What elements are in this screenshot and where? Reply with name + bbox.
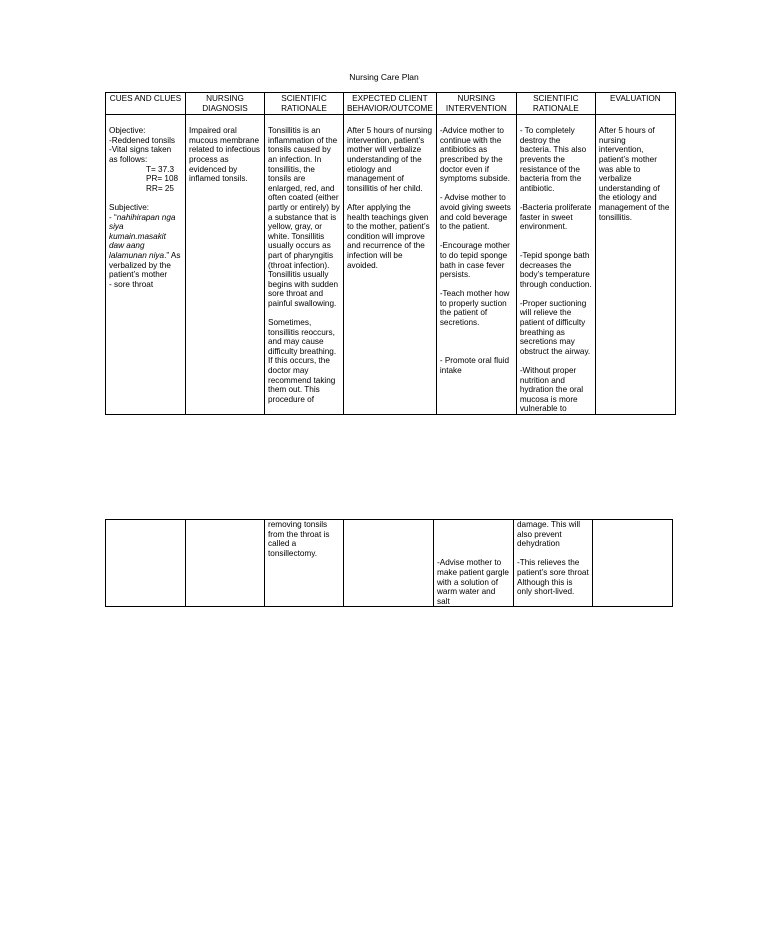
sore-throat-cue: - sore throat bbox=[109, 279, 154, 289]
rationale-para-continued: removing tonsils from the throat is called a tonsillectomy. bbox=[268, 520, 330, 558]
subjective-label: Subjective: bbox=[109, 202, 150, 212]
rationale2-item: -Without proper nutrition and hydration the oral mucosa is more vulnerable to bbox=[519, 366, 584, 414]
rationale2-item: -Proper suctioning will relieve the patient of difficulty breathing as secretions may obstruct the airway. bbox=[519, 298, 591, 356]
header-rationale-2: SCIENTIFIC RATIONALE bbox=[516, 93, 595, 115]
rationale-para: Tonsillitis is an inflammation of the tonsils caused by an infection. In tonsillitis, the tonsils are enlarged, red, and often coated (either partly or entirely) by a substance that is yellow, gray, or white. Tonsillitis usually occurs as part of pharyngitis (throat infection). Tonsillitis usually begins with sudden sore throat and painful swallowing. bbox=[268, 126, 340, 308]
diagnosis-cell-continued bbox=[186, 520, 265, 607]
intervention-item: -Advice mother to continue with the antibiotics as prescribed by the doctor even if symptoms subside. bbox=[439, 126, 510, 184]
intervention-item: -Teach mother how to properly suction the patient of secretions. bbox=[439, 289, 510, 328]
header-outcome: EXPECTED CLIENT BEHAVIOR/OUTCOME bbox=[344, 93, 437, 115]
objective-line: -Vital signs taken as follows: bbox=[109, 145, 172, 164]
vital-resp: RR= 25 bbox=[146, 183, 174, 193]
header-diagnosis: NURSING DIAGNOSIS bbox=[186, 93, 265, 115]
header-cues: CUES AND CLUES bbox=[106, 93, 186, 115]
rationale2-item: damage. This will also prevent dehydration bbox=[517, 520, 581, 549]
outcome-cell-continued bbox=[344, 520, 434, 607]
diagnosis-cell: Impaired oral mucous membrane related to infectious process as evidenced by inflamed tonsils. bbox=[186, 115, 265, 415]
vital-temp: T= 37.3 bbox=[146, 164, 174, 174]
document-title: Nursing Care Plan bbox=[349, 72, 419, 82]
rationale-cell-continued bbox=[265, 520, 344, 607]
rationale2-cell-continued bbox=[514, 520, 593, 607]
subjective-quote: - “nahihirapan nga siya kumain.masakit daw aang lalamunan niya.” As verbalized by the patient’s mother bbox=[109, 212, 181, 280]
objective-label: Objective: bbox=[109, 126, 146, 136]
intervention-item: -Advise mother to make patient gargle with a solution of warm water and salt bbox=[437, 558, 509, 606]
rationale-para: Sometimes, tonsillitis reoccurs, and may cause difficulty breathing. If this occurs, the doctor may recommend taking them out. This procedure of bbox=[268, 318, 337, 404]
header-evaluation: EVALUATION bbox=[595, 93, 675, 115]
content-row-continued bbox=[106, 520, 673, 607]
evaluation-cell: After 5 hours of nursing intervention, patient’s mother was able to verbalize understanding of the etiology and management of the tonsillitis. bbox=[595, 115, 675, 415]
header-row bbox=[106, 93, 676, 115]
header-rationale: SCIENTIFIC RATIONALE bbox=[265, 93, 344, 115]
cues-cell bbox=[106, 115, 186, 415]
intervention-cell bbox=[436, 115, 516, 415]
intervention-item: - Advise mother to avoid giving sweets and cold beverage to the patient. bbox=[439, 193, 511, 232]
cues-cell-continued bbox=[106, 520, 186, 607]
rationale2-item: -This relieves the patient’s sore throat Although this is only short-lived. bbox=[517, 558, 589, 597]
evaluation-cell-continued bbox=[593, 520, 673, 607]
content-row bbox=[106, 115, 676, 415]
rationale2-item: - To completely destroy the bacteria. This also prevents the resistance of the bacteria from the antibiotic. bbox=[519, 126, 587, 193]
rationale2-item: -Tepid sponge bath decreases the body’s temperature through conduction. bbox=[519, 250, 592, 289]
outcome-cell bbox=[344, 115, 437, 415]
objective-line: -Reddened tonsils bbox=[109, 135, 175, 145]
rationale2-cell bbox=[516, 115, 595, 415]
outcome-para: After 5 hours of nursing intervention, patient’s mother will verbalize understanding of the etiology and management of tonsillitis of her child. bbox=[347, 126, 433, 193]
vital-pulse: PR= 108 bbox=[146, 174, 179, 184]
rationale-cell bbox=[265, 115, 344, 415]
intervention-item: - Promote oral fluid intake bbox=[439, 356, 509, 376]
rationale2-item: -Bacteria proliferate faster in sweet environment. bbox=[519, 202, 592, 232]
outcome-para: After applying the health teachings given to the mother, patient’s condition will improve and recurrence of the infection will be avoided. bbox=[347, 202, 430, 270]
care-plan-table-page2 bbox=[105, 519, 673, 607]
intervention-item: -Encourage mother to do tepid sponge bath in case fever persists. bbox=[439, 241, 510, 280]
care-plan-table-page1 bbox=[105, 92, 676, 415]
header-intervention: NURSING INTERVENTION bbox=[436, 93, 516, 115]
intervention-cell-continued bbox=[434, 520, 514, 607]
